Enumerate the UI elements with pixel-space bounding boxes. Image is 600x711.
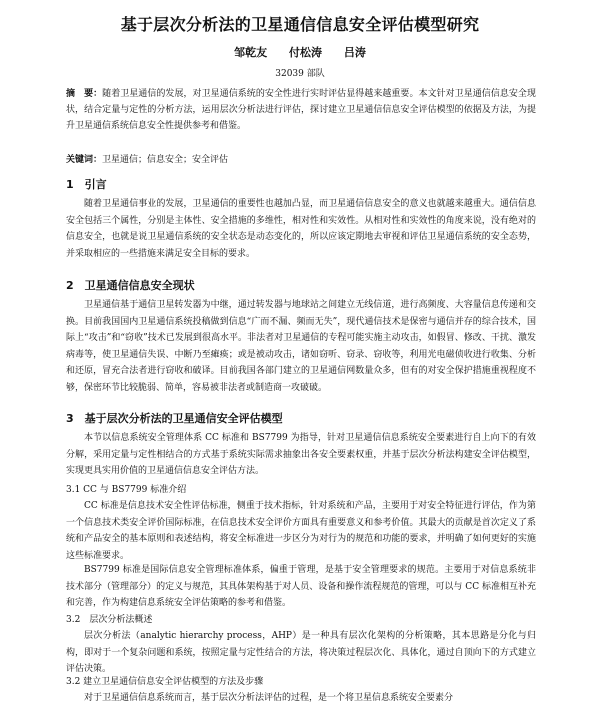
abstract-text: 随着卫星通信的发展，对卫星通信系统的安全性进行实时评估显得越来越重要。本文针对卫星通信信息安全现状，结合定量与定性的分析方法，运用层次分析法进行评估，探讨建立卫星通信信息安全评估模型的依据及方法，为提升卫星通信系统信息安全性提供参考和借鉴。 <box>66 89 536 131</box>
author-list <box>0 44 600 60</box>
keywords-label: 关键词： <box>66 155 103 165</box>
paragraph-ahp: 层次分析法（analytic hierarchy process，AHP）是一种具有层次化架构的分析策略，其本思路是分化与归构，即对于一个复杂问题和系统，按照定量与定性结合的方法，将决策过程层次化、具体化，通过自顶向下的方式建立评估决策。 <box>66 631 536 674</box>
section-heading-model: 3 基于层次分析法的卫星通信安全评估模型 <box>66 412 283 425</box>
section-heading-introduction: 1 引言 <box>66 178 107 191</box>
subsection-heading-ahp: 3.2 层次分析法概述 <box>66 615 153 625</box>
keywords-text: 卫星通信；信息安全；安全评估 <box>102 155 229 165</box>
paragraph-status: 卫星通信基于通信卫星转发器为中继，通过转发器与地球站之间建立无线信道，进行高频度、大容量信息传递和交换。目前我国国内卫星通信系统投稿做到信息“广而不漏、频而无失”，现代通信技术是保密与通信并存的综合技术，国际上“攻击”和“窃收”技术已发展到很高水平。非法者对卫星通信的专程可能实施主动攻击，如假冒、修改、干扰、激发病毒等，使卫星通信失误、中断乃至瘫痪；或是被动攻击，诸如窃听、窃录、窃收等，利用光电磁侦收进行收集、分析和还原，冒充合法者进行窃收和破译。目前我国各部门建立的卫星通信网数量众多，但有的对安全保护措施重视程度不够，保密环节比较脆弱、简单，容易被非法者或制造商一攻破破。 <box>66 300 536 393</box>
abstract <box>66 86 536 134</box>
paragraph-cc-standard: CC 标准是信息技术安全性评估标准，侧重于技术指标，针对系统和产品，主要用于对安全特征进行评估，作为第一个信息技术类安全评价国际标准，在信息技术安全评价方面具有重要意义和参考价值。其最大的贡献是首次定义了系统和产品安全的基本原则和表述结构，将安全标准进一步区分为对行为的规范和功能的要求，并明确了如何更好的实施这些标准要求。 <box>66 501 536 561</box>
paragraph-bs7799-standard: BS7799 标准是国际信息安全管理标准体系，偏重于管理，是基于安全管理要求的规范。主要用于对信息系统非技术部分（管理部分）的定义与规范，其具体架构基于对人员、设备和操作流程规范的管理，可以与 CC 标准相互补充和完善，作为构建信息系统安全评估策略的参考和借鉴。 <box>66 565 536 608</box>
author-name: 吕涛 <box>343 46 366 59</box>
author-name: 邹乾友 <box>234 46 268 59</box>
paper-title: 基于层次分析法的卫星通信信息安全评估模型研究 <box>120 15 480 34</box>
abstract-label: 摘 要： <box>66 89 103 99</box>
keywords <box>66 152 536 165</box>
subsection-heading-model-steps: 3.2 建立卫星通信信息安全评估模型的方法及步骤 <box>66 677 264 687</box>
paragraph-model-steps: 对于卫星通信信息系统而言，基于层次分析法评估的过程，是一个将卫星信息系统安全要素分 <box>84 693 454 703</box>
subsection-heading-cc-bs7799: 3.1 CC 与 BS7799 标准介绍 <box>66 485 187 495</box>
paragraph-introduction: 随着卫星通信事业的发展，卫星通信的重要性也越加凸显，而卫星通信信息安全的意义也就越来越重大。通信信息安全包括三个属性，分别是主体性、安全措施的多维性，相对性和实效性。从相对性和实效性的角度来说，没有绝对的信息安全，也就是说卫星通信系统的安全状态是动态变化的，所以应该定期地去审视和评估卫星通信系统的安全态势，并采取相应的一些措施来满足安全目标的要求。 <box>66 199 536 259</box>
section-heading-status: 2 卫星通信信息安全现状 <box>66 279 195 292</box>
author-name: 付松涛 <box>289 46 322 59</box>
affiliation: 32039 部队 <box>275 69 325 79</box>
paragraph-model-intro: 本节以信息系统安全管理体系 CC 标准和 BS7799 为指导，针对卫星通信信息系统安全要素进行自上向下的有效分解，采用定量与定性相结合的方式基于系统实际需求抽象出各安全要素权重，并基于层次分析法构建安全评估模型，实现更具实用价值的卫星通信信息安全评估方法。 <box>66 433 536 476</box>
